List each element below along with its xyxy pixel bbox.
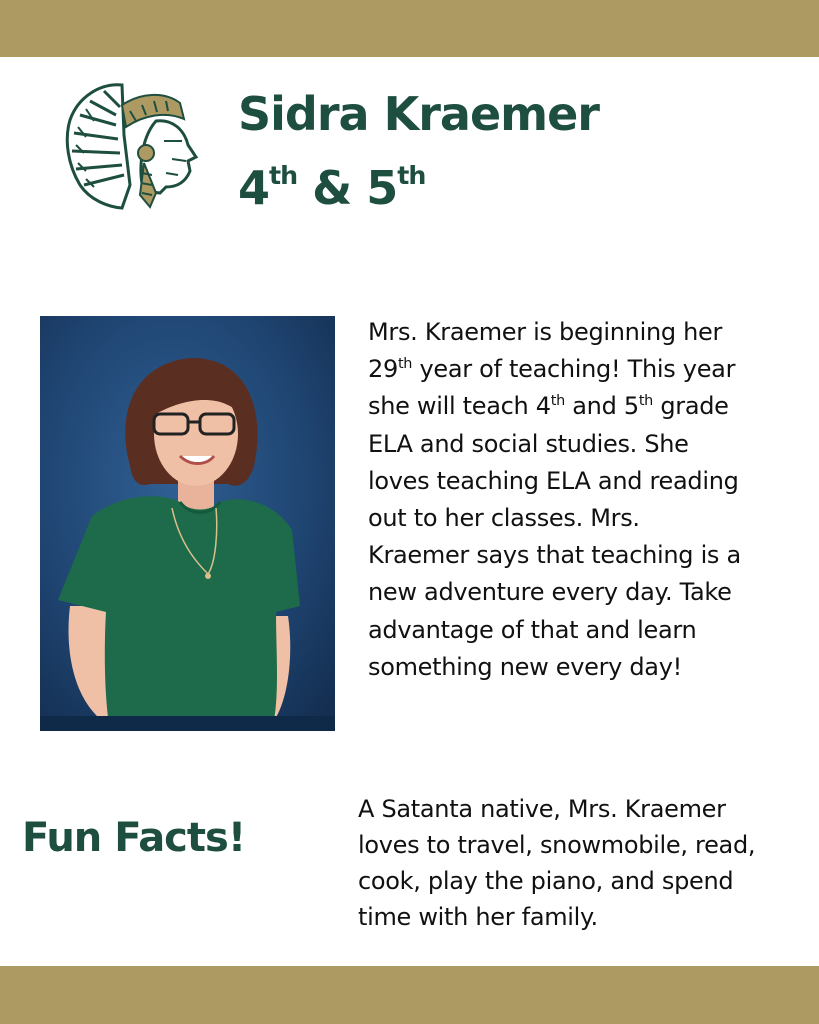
bio-line: advantage of that and learn [368, 615, 697, 644]
bio-text: 29 [368, 355, 398, 384]
bio-text: year of teaching! This year [412, 355, 736, 384]
bio-paragraph [368, 314, 788, 686]
bio-suffix: th [397, 356, 413, 373]
bio-text: and 5 [564, 392, 639, 421]
bio-text: grade [653, 392, 729, 421]
fun-facts-heading: Fun Facts! [22, 815, 246, 861]
headdress-logo-icon [60, 75, 202, 215]
bio-line: loves teaching ELA and reading [368, 466, 739, 495]
bio-line: new adventure every day. Take [368, 578, 732, 607]
fun-fact-line: time with her family. [358, 903, 598, 931]
bio-line [368, 351, 788, 388]
bio-line [368, 388, 788, 425]
bio-text: she will teach 4 [368, 392, 551, 421]
fun-fact-line: cook, play the piano, and spend [358, 867, 734, 895]
bottom-band [0, 966, 819, 1024]
grade-ampersand: & [312, 161, 352, 215]
fun-fact-line: A Satanta native, Mrs. Kraemer [358, 795, 726, 823]
grade-b: 5 [366, 161, 398, 215]
bio-line: Kraemer says that teaching is a [368, 541, 741, 570]
fun-fact-line: loves to travel, snowmobile, read, [358, 831, 756, 859]
teacher-name: Sidra Kraemer [238, 87, 599, 141]
grade-levels [238, 160, 425, 216]
grade-a: 4 [238, 161, 270, 215]
bio-line: out to her classes. Mrs. [368, 504, 640, 533]
top-band [0, 0, 819, 57]
bio-line: something new every day! [368, 652, 682, 681]
teacher-photo [40, 316, 335, 731]
bio-line: ELA and social studies. She [368, 429, 689, 458]
fun-facts-text [358, 791, 788, 935]
grade-a-suffix: th [269, 160, 298, 190]
bio-line: Mrs. Kraemer is beginning her [368, 318, 723, 346]
bio-suffix: th [638, 393, 653, 410]
bio-suffix: th [550, 393, 565, 410]
grade-b-suffix: th [397, 160, 426, 190]
